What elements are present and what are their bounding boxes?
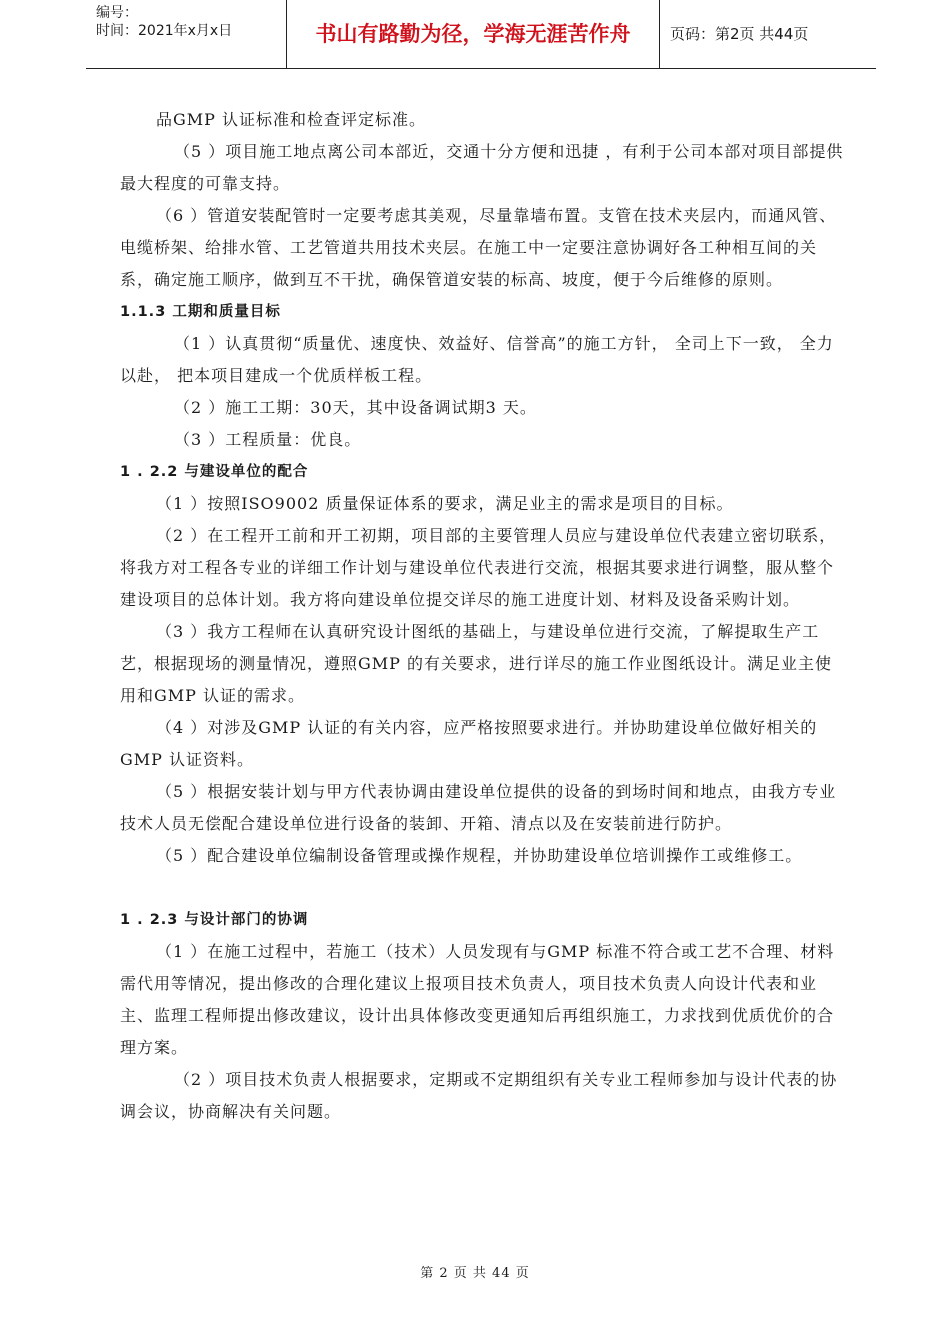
paragraph: （1 ）在施工过程中，若施工（技术）人员发现有与GMP 标准不符合或工艺不合理、材料需代用等情况，提出修改的合理化建议上报项目技术负责人，项目技术负责人向设计代表和业主、监理工程师提出修改建议，设计出具体修改变更通知后再组织施工，力求找到优质优价的合理方案。 xyxy=(120,942,835,1057)
page-footer: 第 2 页 共 44 页 xyxy=(420,1266,530,1281)
section-heading: 1 . 2.3 与设计部门的协调 xyxy=(120,912,309,928)
paragraph: （1 ）按照ISO9002 质量保证体系的要求，满足业主的需求是项目的目标。 xyxy=(156,494,734,513)
document-body xyxy=(120,104,846,1128)
paragraph: （5 ）项目施工地点离公司本部近，交通十分方便和迅捷 ，有利于公司本部对项目部提供最大程度的可靠支持。 xyxy=(120,142,844,193)
header-motto: 书山有路勤为径，学海无涯苦作舟 xyxy=(315,22,631,46)
paragraph: （5 ）配合建设单位编制设备管理或操作规程，并协助建设单位培训操作工或维修工。 xyxy=(156,846,803,865)
paragraph: 品GMP 认证标准和检查评定标准。 xyxy=(156,110,427,129)
header-meta xyxy=(86,0,286,68)
paragraph: （3 ）我方工程师在认真研究设计图纸的基础上，与建设单位进行交流，了解提取生产工艺，根据现场的测量情况，遵照GMP 的有关要求，进行详尽的施工作业图纸设计。满足业主使用和GMP 认证的需求。 xyxy=(120,622,833,705)
spacer xyxy=(120,872,846,904)
paragraph: （2 ）在工程开工前和开工初期，项目部的主要管理人员应与建设单位代表建立密切联系，将我方对工程各专业的详细工作计划与建设单位代表进行交流，根据其要求进行调整，服从整个建设项目的总体计划。我方将向建设单位提交详尽的施工进度计划、材料及设备采购计划。 xyxy=(120,526,837,609)
doc-time-label: 时间：2021年x月x日 xyxy=(96,23,233,39)
paragraph: （2 ）施工工期：30天，其中设备调试期3 天。 xyxy=(174,398,537,417)
doc-number-label: 编号： xyxy=(96,5,138,21)
page-header xyxy=(86,0,876,69)
header-page-info: 页码：第2页 共44页 xyxy=(670,25,809,43)
paragraph: （3 ）工程质量：优良。 xyxy=(174,430,362,449)
paragraph: （5 ）根据安装计划与甲方代表协调由建设单位提供的设备的到场时间和地点，由我方专业技术人员无偿配合建设单位进行设备的装卸、开箱、清点以及在安装前进行防护。 xyxy=(120,782,837,833)
paragraph: （4 ）对涉及GMP 认证的有关内容，应严格按照要求进行。并协助建设单位做好相关的GMP 认证资料。 xyxy=(120,718,818,769)
paragraph: （6 ）管道安装配管时一定要考虑其美观，尽量靠墙布置。支管在技术夹层内，而通风管、电缆桥架、给排水管、工艺管道共用技术夹层。在施工中一定要注意协调好各工种相互间的关系，确定施工顺序，做到互不干扰，确保管道安装的标高、坡度，便于今后维修的原则。 xyxy=(120,206,837,289)
section-heading: 1.1.3 工期和质量目标 xyxy=(120,304,281,320)
paragraph: （2 ）项目技术负责人根据要求，定期或不定期组织有关专业工程师参加与设计代表的协调会议，协商解决有关问题。 xyxy=(120,1070,838,1121)
section-heading: 1 . 2.2 与建设单位的配合 xyxy=(120,464,309,480)
paragraph: （1 ）认真贯彻“质量优、速度快、效益好、信誉高”的施工方针， 全司上下一致， 全力以赴， 把本项目建成一个优质样板工程。 xyxy=(120,334,834,385)
